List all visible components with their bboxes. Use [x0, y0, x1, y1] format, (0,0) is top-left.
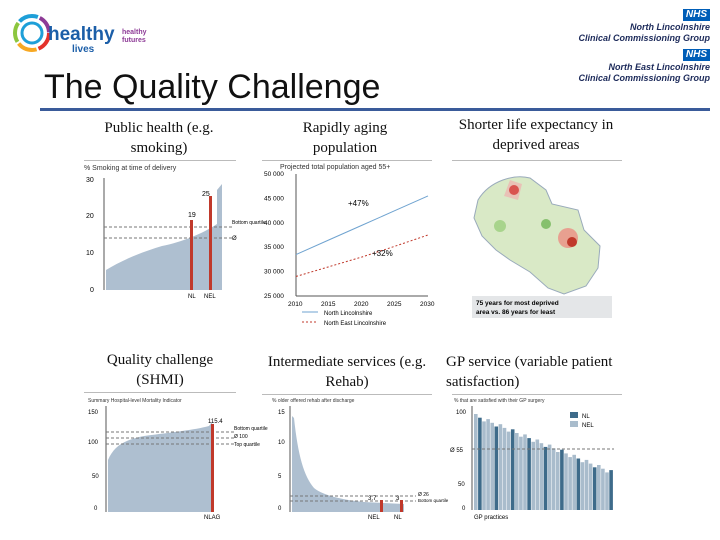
chart-population: [262, 160, 442, 328]
practice-bar: [585, 460, 589, 510]
distribution-area: [292, 416, 404, 512]
distribution-area: [106, 184, 222, 290]
legend-swatch-nl: [570, 412, 578, 418]
tick-label: 10: [278, 440, 285, 446]
practice-bar: [597, 465, 601, 510]
practice-bar: [515, 433, 519, 510]
logo-main-text: healthy: [48, 24, 115, 45]
practice-bar: [523, 434, 527, 510]
affluent-area: [494, 220, 506, 232]
practice-bar: [482, 421, 486, 510]
practice-bar: [536, 440, 540, 511]
practice-bar: [499, 424, 503, 510]
caption-aging-population: Rapidly aging population: [302, 120, 388, 156]
nhs-org-2-sub: Clinical Commissioning Group: [578, 73, 710, 83]
tick-label: 2030: [420, 301, 435, 308]
tick-label: 2015: [321, 301, 336, 308]
quartile-label: Bottom quartile: [232, 220, 266, 226]
tick-label: 50: [458, 482, 465, 488]
x-label-nl: NL: [188, 294, 196, 300]
map-caption-line1: 75 years for most deprived: [476, 300, 559, 307]
legend-nl: North Lincolnshire: [324, 311, 373, 317]
caption-rule-4: [84, 392, 236, 393]
average-label: Ø: [232, 236, 237, 242]
practice-bar: [544, 447, 548, 510]
legend-swatch-nel: [570, 421, 578, 427]
tick-label: 100: [456, 410, 467, 416]
logo-tag-2: futures: [122, 37, 146, 44]
chart-rehab: [264, 396, 449, 521]
caption-life-expectancy: Shorter life expectancy in deprived areas: [458, 117, 614, 153]
tick-label: 0: [90, 287, 94, 294]
tick-label: 35 000: [264, 244, 284, 252]
growth-label-nl: +47%: [348, 199, 369, 208]
practice-bar: [568, 457, 572, 510]
nhs-logo-block: [500, 4, 710, 83]
practice-bar: [572, 455, 576, 510]
distribution-area: [108, 422, 212, 512]
caption-public-health: Public health (e.g. smoking): [104, 120, 214, 156]
caption-shmi: Quality challenge (SHMI): [106, 352, 214, 388]
chart-title: Projected total population aged 55+: [280, 164, 391, 171]
highlight-bar-nl: [190, 220, 193, 290]
practice-bar: [593, 467, 597, 510]
chart-title: Summary Hospital-level Mortality Indicator: [88, 398, 182, 404]
practice-bar: [495, 427, 499, 511]
average-label: Ø 100: [234, 434, 248, 440]
tick-label: 2010: [288, 301, 303, 308]
tick-label: 5: [278, 474, 282, 480]
tick-label: 0: [94, 506, 98, 512]
page-title: The Quality Challenge: [44, 68, 381, 106]
quartile-label: Bottom quartile: [234, 426, 268, 432]
highlight-bar-nel: [209, 196, 212, 290]
practice-bar: [478, 418, 482, 510]
deprived-hotspot: [509, 185, 519, 195]
data-label: 3: [396, 496, 400, 502]
nhs-badge-1: NHS: [683, 9, 710, 21]
x-label-nel: NEL: [204, 294, 216, 300]
x-axis-label: GP practices: [474, 515, 509, 521]
top-quartile-label: Top quartile: [234, 442, 260, 448]
tick-label: 20: [86, 213, 94, 220]
region-shape: [474, 177, 600, 294]
series-line-nel: [296, 235, 428, 276]
practice-bar: [503, 428, 507, 510]
growth-label-nel: +32%: [372, 249, 393, 258]
practice-bar: [589, 464, 593, 510]
chart-smoking: [82, 160, 266, 300]
x-label-nel: NEL: [368, 515, 380, 521]
affluent-area: [541, 219, 551, 229]
legend-nel: North East Lincolnshire: [324, 321, 387, 327]
caption-gp-service: GP service (variable patient satisfaction): [446, 354, 613, 390]
practice-bar: [564, 453, 568, 510]
tick-label: 45 000: [264, 195, 284, 203]
practice-bar: [531, 442, 535, 510]
deprived-hotspot: [567, 237, 577, 247]
tick-label: 100: [88, 440, 99, 446]
data-label: 25: [202, 191, 210, 198]
practice-bar: [540, 443, 544, 510]
practice-bar: [511, 429, 515, 510]
tick-label: 150: [88, 410, 99, 416]
data-label: 115.4: [208, 419, 223, 425]
tick-label: 40 000: [264, 219, 284, 227]
tick-label: 30 000: [264, 268, 284, 276]
x-label-nlag: NLAG: [204, 515, 221, 521]
practice-bar: [486, 419, 490, 510]
practice-bar: [490, 423, 494, 510]
practice-bar: [560, 450, 564, 510]
data-label: 3.7: [368, 496, 377, 502]
practice-bar: [552, 448, 556, 510]
tick-label: 0: [278, 506, 282, 512]
practice-bar: [577, 459, 581, 511]
tick-label: 25 000: [264, 293, 284, 300]
healthy-lives-logo: [10, 10, 160, 56]
chart-gp-satisfaction: [450, 396, 620, 520]
highlight-bar-nlag: [211, 424, 214, 512]
tick-label: 50: [92, 474, 99, 480]
practice-bar: [605, 472, 609, 510]
chart-title: % older offered rehab after discharge: [272, 398, 355, 404]
practice-bar: [581, 462, 585, 510]
practice-bar: [548, 445, 552, 510]
legend-nl: NL: [582, 414, 590, 420]
nhs-org-1: North Lincolnshire: [629, 22, 710, 32]
x-label-nl: NL: [394, 515, 402, 521]
caption-rule-5: [262, 394, 432, 395]
logo-sub-text: lives: [72, 44, 95, 55]
legend-nel: NEL: [582, 423, 594, 429]
map-caption-line2: area vs. 86 years for least: [476, 309, 556, 316]
nhs-org-2: North East Lincolnshire: [608, 62, 710, 72]
average-label: Ø 26: [418, 492, 429, 498]
chart-shmi: [84, 396, 268, 521]
nhs-badge-2: NHS: [683, 49, 710, 61]
tick-label: 15: [278, 410, 285, 416]
chart-title: % that are satisfied with their GP surgery: [454, 398, 545, 404]
logo-swirl-icon: [10, 10, 160, 56]
chart-title: % Smoking at time of delivery: [84, 165, 177, 172]
highlight-bar-nl: [400, 500, 403, 512]
quartile-label: Bottom quartile: [418, 498, 449, 503]
logo-tag-1: healthy: [122, 29, 147, 36]
caption-rule-6: [452, 394, 622, 395]
map-life-expectancy: [460, 160, 620, 328]
practice-bar: [507, 432, 511, 510]
title-divider: [40, 108, 710, 111]
tick-label: 2025: [387, 301, 402, 308]
practice-bar: [556, 452, 560, 510]
tick-label: 0: [462, 506, 466, 512]
practice-bar: [609, 470, 613, 510]
tick-label: Ø 55: [450, 448, 464, 454]
tick-label: 30: [86, 177, 94, 184]
data-label: 19: [188, 212, 196, 219]
nhs-org-1-sub: Clinical Commissioning Group: [578, 33, 710, 43]
tick-label: 2020: [354, 301, 369, 308]
tick-label: 50 000: [264, 171, 284, 178]
tick-label: 10: [86, 250, 94, 257]
practice-bar: [474, 414, 478, 510]
practice-bar: [601, 469, 605, 510]
highlight-bar-nel: [380, 500, 383, 512]
caption-intermediate-services: Intermediate services (e.g. Rehab): [267, 354, 427, 390]
practice-bar: [519, 437, 523, 510]
